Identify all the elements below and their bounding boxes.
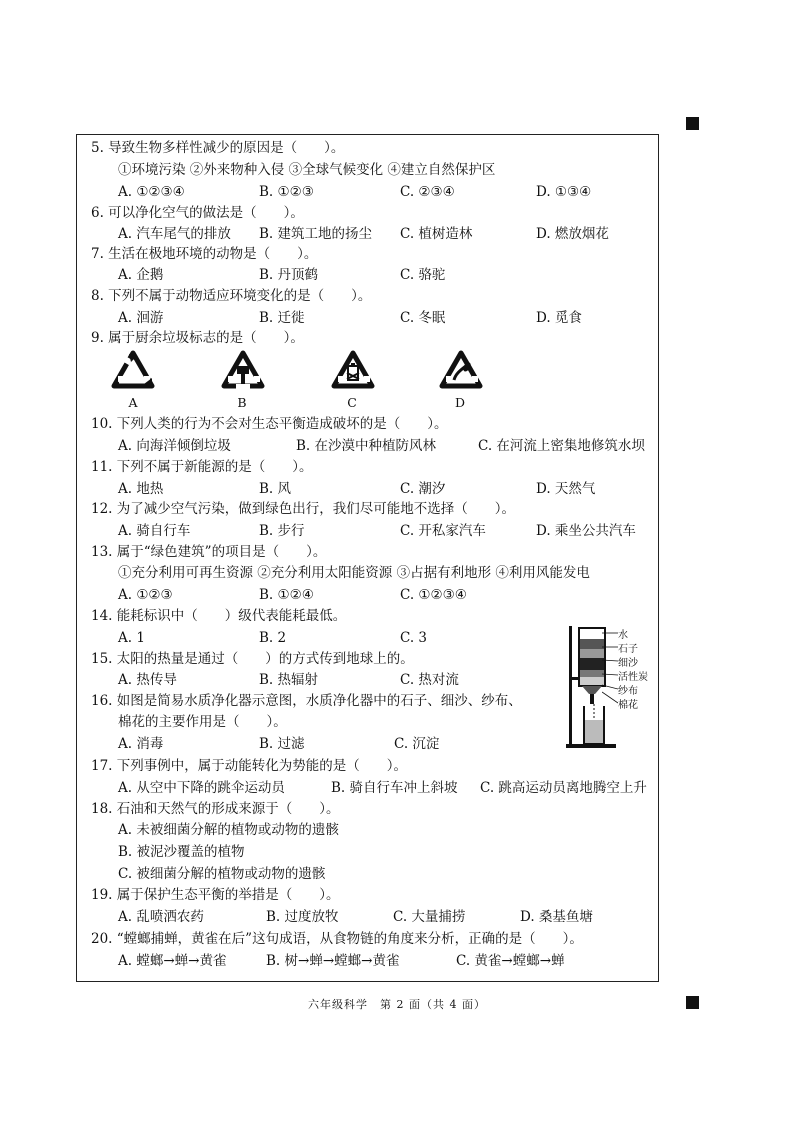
corner-marker-top [686, 117, 699, 130]
option[interactable]: B. 丹顶鹤 [259, 267, 319, 283]
symbol-label-c: C [347, 395, 357, 410]
option[interactable]: A. ①②③④ [118, 184, 185, 200]
question-14: 14. 能耗标识中（ ）级代表能耗最低。 [91, 608, 347, 624]
option[interactable]: C. ②③④ [400, 184, 455, 200]
option[interactable]: C. 被细菌分解的植物或动物的遗骸 [118, 866, 326, 882]
option[interactable]: D. 觅食 [536, 310, 582, 326]
question-8: 8. 下列不属于动物适应环境变化的是（ ）。 [91, 288, 372, 304]
option[interactable]: C. 3 [400, 630, 428, 646]
option[interactable]: D. 天然气 [536, 481, 596, 497]
option[interactable]: A. 热传导 [118, 672, 177, 688]
option[interactable]: C. 潮汐 [400, 481, 446, 497]
option[interactable]: B. 建筑工地的扬尘 [259, 226, 373, 242]
question-15: 15. 太阳的热量是通过（ ）的方式传到地球上的。 [91, 651, 414, 667]
question-5: 5. 导致生物多样性减少的原因是（ ）。 [91, 140, 345, 156]
option[interactable]: A. 洄游 [118, 310, 164, 326]
question-10: 10. 下列人类的行为不会对生态平衡造成破坏的是（ ）。 [91, 416, 448, 432]
option[interactable]: A. 向海洋倾倒垃圾 [118, 438, 231, 454]
diagram-label-carbon: 活性炭 [618, 672, 648, 683]
question-16-cont: 棉花的主要作用是（ ）。 [118, 714, 287, 730]
option[interactable]: C. 开私家汽车 [400, 523, 486, 539]
option[interactable]: D. 乘坐公共汽车 [536, 523, 636, 539]
recycle-symbol-a-icon[interactable] [108, 348, 158, 392]
option[interactable]: A. 地热 [118, 481, 164, 497]
diagram-label-water: 水 [618, 630, 628, 641]
diagram-label-gauze: 纱布 [618, 686, 638, 697]
question-7: 7. 生活在极地环境的动物是（ ）。 [91, 246, 318, 262]
option[interactable]: A. 汽车尾气的排放 [118, 226, 231, 242]
option[interactable]: C. 跳高运动员离地腾空上升 [480, 780, 647, 796]
question-16: 16. 如图是简易水质净化器示意图，水质净化器中的石子、细沙、纱布、 [91, 693, 522, 709]
option[interactable]: A. ①②③ [118, 587, 173, 603]
option[interactable]: B. 骑自行车冲上斜坡 [331, 780, 458, 796]
diagram-label-stones: 石子 [618, 644, 638, 655]
diagram-leader-lines [602, 630, 618, 706]
question-12: 12. 为了减少空气污染，做到绿色出行，我们尽可能地不选择（ ）。 [91, 501, 516, 517]
diagram-label-sand: 细沙 [618, 658, 638, 669]
option[interactable]: D. ①③④ [536, 184, 592, 200]
option[interactable]: B. 在沙漠中种植防风林 [296, 438, 437, 454]
option[interactable]: A. 骑自行车 [118, 523, 191, 539]
symbol-label-b: B [237, 395, 247, 410]
option[interactable]: C. 冬眠 [400, 310, 446, 326]
option[interactable]: B. 热辐射 [259, 672, 319, 688]
option[interactable]: B. 过滤 [259, 736, 305, 752]
option[interactable]: C. 热对流 [400, 672, 459, 688]
page-footer: 六年级科学 第 2 面（共 4 面） [308, 998, 486, 1011]
question-13: 13. 属于“绿色建筑”的项目是（ ）。 [91, 544, 327, 560]
recycle-symbol-c-icon[interactable] [328, 348, 378, 392]
recycle-symbol-d-icon[interactable] [436, 348, 486, 392]
diagram-label-cotton: 棉花 [618, 700, 638, 711]
option[interactable]: B. 风 [259, 481, 292, 497]
option[interactable]: C. 黄雀→螳螂→蝉 [456, 953, 565, 969]
option[interactable]: B. 过度放牧 [266, 909, 339, 925]
option[interactable]: D. 桑基鱼塘 [520, 909, 593, 925]
option[interactable]: C. 大量捕捞 [393, 909, 466, 925]
question-5-items: ①环境污染 ②外来物种入侵 ③全球气候变化 ④建立自然保护区 [118, 162, 496, 178]
option[interactable]: C. 骆驼 [400, 267, 446, 283]
option[interactable]: B. ①②④ [259, 587, 314, 603]
option[interactable]: B. 2 [259, 630, 287, 646]
question-11: 11. 下列不属于新能源的是（ ）。 [91, 459, 313, 475]
question-13-items: ①充分利用可再生资源 ②充分利用太阳能资源 ③占据有利地形 ④利用风能发电 [118, 565, 590, 581]
option[interactable]: B. 被泥沙覆盖的植物 [118, 844, 245, 860]
question-9: 9. 属于厨余垃圾标志的是（ ）。 [91, 330, 304, 346]
option[interactable]: A. 从空中下降的跳伞运动员 [118, 780, 285, 796]
option[interactable]: C. 植树造林 [400, 226, 473, 242]
recycle-symbol-b-icon[interactable] [218, 348, 268, 392]
option[interactable]: B. 步行 [259, 523, 305, 539]
option[interactable]: B. 迁徙 [259, 310, 305, 326]
question-18: 18. 石油和天然气的形成来源于（ ）。 [91, 801, 340, 817]
option[interactable]: C. 在河流上密集地修筑水坝 [478, 438, 645, 454]
option[interactable]: D. 燃放烟花 [536, 226, 609, 242]
option[interactable]: A. 螳螂→蝉→黄雀 [118, 953, 227, 969]
option[interactable]: C. 沉淀 [394, 736, 440, 752]
option[interactable]: A. 未被细菌分解的植物或动物的遗骸 [118, 822, 339, 838]
option[interactable]: A. 乱喷洒农药 [118, 909, 204, 925]
option[interactable]: A. 企鹅 [118, 267, 164, 283]
question-19: 19. 属于保护生态平衡的举措是（ ）。 [91, 887, 340, 903]
option[interactable]: B. ①②③ [259, 184, 314, 200]
question-6: 6. 可以净化空气的做法是（ ）。 [91, 205, 304, 221]
symbol-label-a: A [128, 395, 138, 410]
symbol-label-d: D [454, 395, 466, 410]
question-17: 17. 下列事例中，属于动能转化为势能的是（ ）。 [91, 758, 408, 774]
option[interactable]: A. 消毒 [118, 736, 164, 752]
option[interactable]: C. ①②③④ [400, 587, 467, 603]
option[interactable]: B. 树→蝉→螳螂→黄雀 [266, 953, 400, 969]
option[interactable]: A. 1 [118, 630, 145, 646]
question-20: 20. “螳螂捕蝉，黄雀在后”这句成语，从食物链的角度来分析，正确的是（ ）。 [91, 931, 583, 947]
